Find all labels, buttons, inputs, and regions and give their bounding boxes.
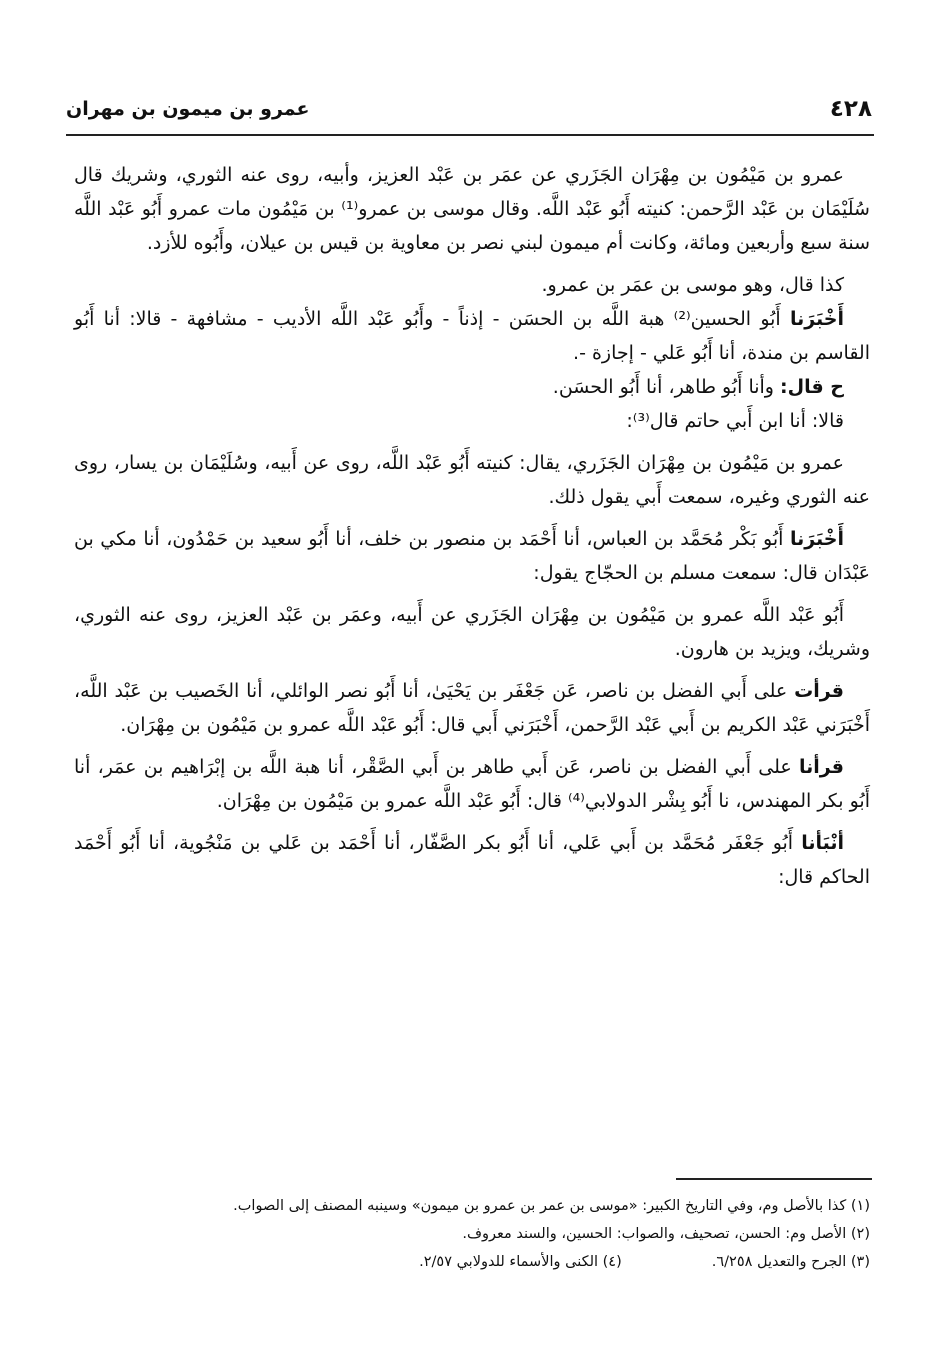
paragraph-6: عمرو بن مَيْمُون بن مِهْرَان الجَزَري، يقال: كنيته أَبُو عَبْد اللَّه، روى عن أَبيه، وسُلَيْمَان بن يسار، روى عنه الثوري وغيره، سمعت أَبي يقول ذلك. (74, 452, 870, 508)
footnote-row (74, 1248, 870, 1276)
keyword: أَخْبَرَنا (789, 308, 844, 330)
footnote-4: (٤) الكنى والأسماء للدولابي ٢/٥٧. (419, 1254, 622, 1270)
keyword: قرأت (794, 680, 844, 702)
footnote-1: (١) كذا بالأصل وم، وفي التاريخ الكبير: «موسى بن عمر بن عمرو بن ميمون» وسينبه المصنف إلى الصواب. (233, 1198, 870, 1214)
footnotes (74, 1192, 870, 1276)
footnote-rule (676, 1178, 872, 1180)
footnote-2: (٢) الأصل وم: الحسن، تصحيف، والصواب: الحسين، والسند معروف. (462, 1226, 870, 1242)
keyword: ح قال: (780, 376, 844, 398)
page-number: ٤٢٨ (829, 96, 872, 122)
page-header (66, 92, 872, 132)
keyword: أنْبَأنا (801, 832, 844, 854)
footnote-3: (٣) الجرح والتعديل ٦/٢٥٨. (711, 1254, 870, 1270)
main-text (74, 158, 870, 902)
header-rule (66, 134, 874, 136)
paragraph-2: كذا قال، وهو موسى بن عمَر بن عمرو. (541, 274, 844, 296)
running-title: عمرو بن ميمون بن مهران (66, 98, 310, 120)
paragraph-10: قرأنا على أَبي الفضل بن ناصر، عَن أَبي طاهر بن أَبي الصَّقْر، أنا هبة اللَّه بن إبْرَاهيم بن عمَر، أنا أَبُو بكر المهندس، نا أَبُو بِشْر الدولابي⁽⁴⁾ قال: أَبُو عَبْد اللَّه عمرو بن مَيْمُون بن مِهْرَان. (74, 756, 870, 812)
keyword: قرأنا (798, 756, 844, 778)
paragraph-9: قرأت على أَبي الفضل بن ناصر، عَن جَعْفَر بن يَحْيَىٰ، أنا أَبُو نصر الوائلي، أنا الخَصيب بن عَبْد اللَّه، أَخْبَرَني عَبْد الكريم بن أَبي عَبْد الرَّحمن، أَخْبَرَني أَبي قال: أَبُو عَبْد اللَّه عمرو بن مَيْمُون بن مِهْرَان. (74, 680, 870, 736)
paragraph-3: أَخْبَرَنا أَبُو الحسين⁽²⁾ هبة اللَّه بن الحسَن - إذناً - وأَبُو عَبْد اللَّه الأديب - مشافهة - قالا: أنا أَبُو القاسم بن مندة، أنا أَبُو عَلي - إجازة -. (74, 308, 870, 364)
paragraph-8: أَبُو عَبْد اللَّه عمرو بن مَيْمُون بن مِهْرَان الجَزَري عن أَبيه، وعمَر بن عَبْد العزيز، روى عنه الثوري، وشريك، ويزيد بن هارون. (74, 604, 870, 660)
paragraph-7: أَخْبَرَنا أَبُو بَكْر مُحَمَّد بن العباس، أنا أَحْمَد بن منصور بن خلف، أنا أَبُو سعيد بن حَمْدُون، أنا مكي بن عَبْدَان قال: سمعت مسلم بن الحجّاج يقول: (74, 528, 870, 584)
paragraph-1: عمرو بن مَيْمُون بن مِهْرَان الجَزَري عن عمَر بن عَبْد العزيز، وأبيه، روى عنه الثوري، وشريك قال سُلَيْمَان بن عَبْد الرَّحمن: كنيته أَبُو عَبْد اللَّه. وقال موسى بن عمرو⁽¹⁾ بن مَيْمُون مات عمرو أَبُو عَبْد اللَّه سنة سبع وأربعين ومائة، وكانت أم ميمون لبني نصر بن معاوية بن قيس بن عيلان، وأَبُوه للأزد. (74, 164, 870, 254)
keyword: أَخْبَرَنا (789, 528, 844, 550)
paragraph-11: أنْبَأنا أَبُو جَعْفَر مُحَمَّد بن أَبي عَلي، أنا أَبُو بكر الصَّفّار، أنا أَحْمَد بن عَلي بن مَنْجُوية، أنا أَبُو أَحْمَد الحاكم قال: (74, 832, 870, 888)
paragraph-4: ح قال: وأنا أَبُو طاهر، أنا أَبُو الحسَن. (552, 376, 844, 398)
paragraph-5: قالا: أنا ابن أَبي حاتم قال⁽³⁾: (626, 410, 844, 432)
